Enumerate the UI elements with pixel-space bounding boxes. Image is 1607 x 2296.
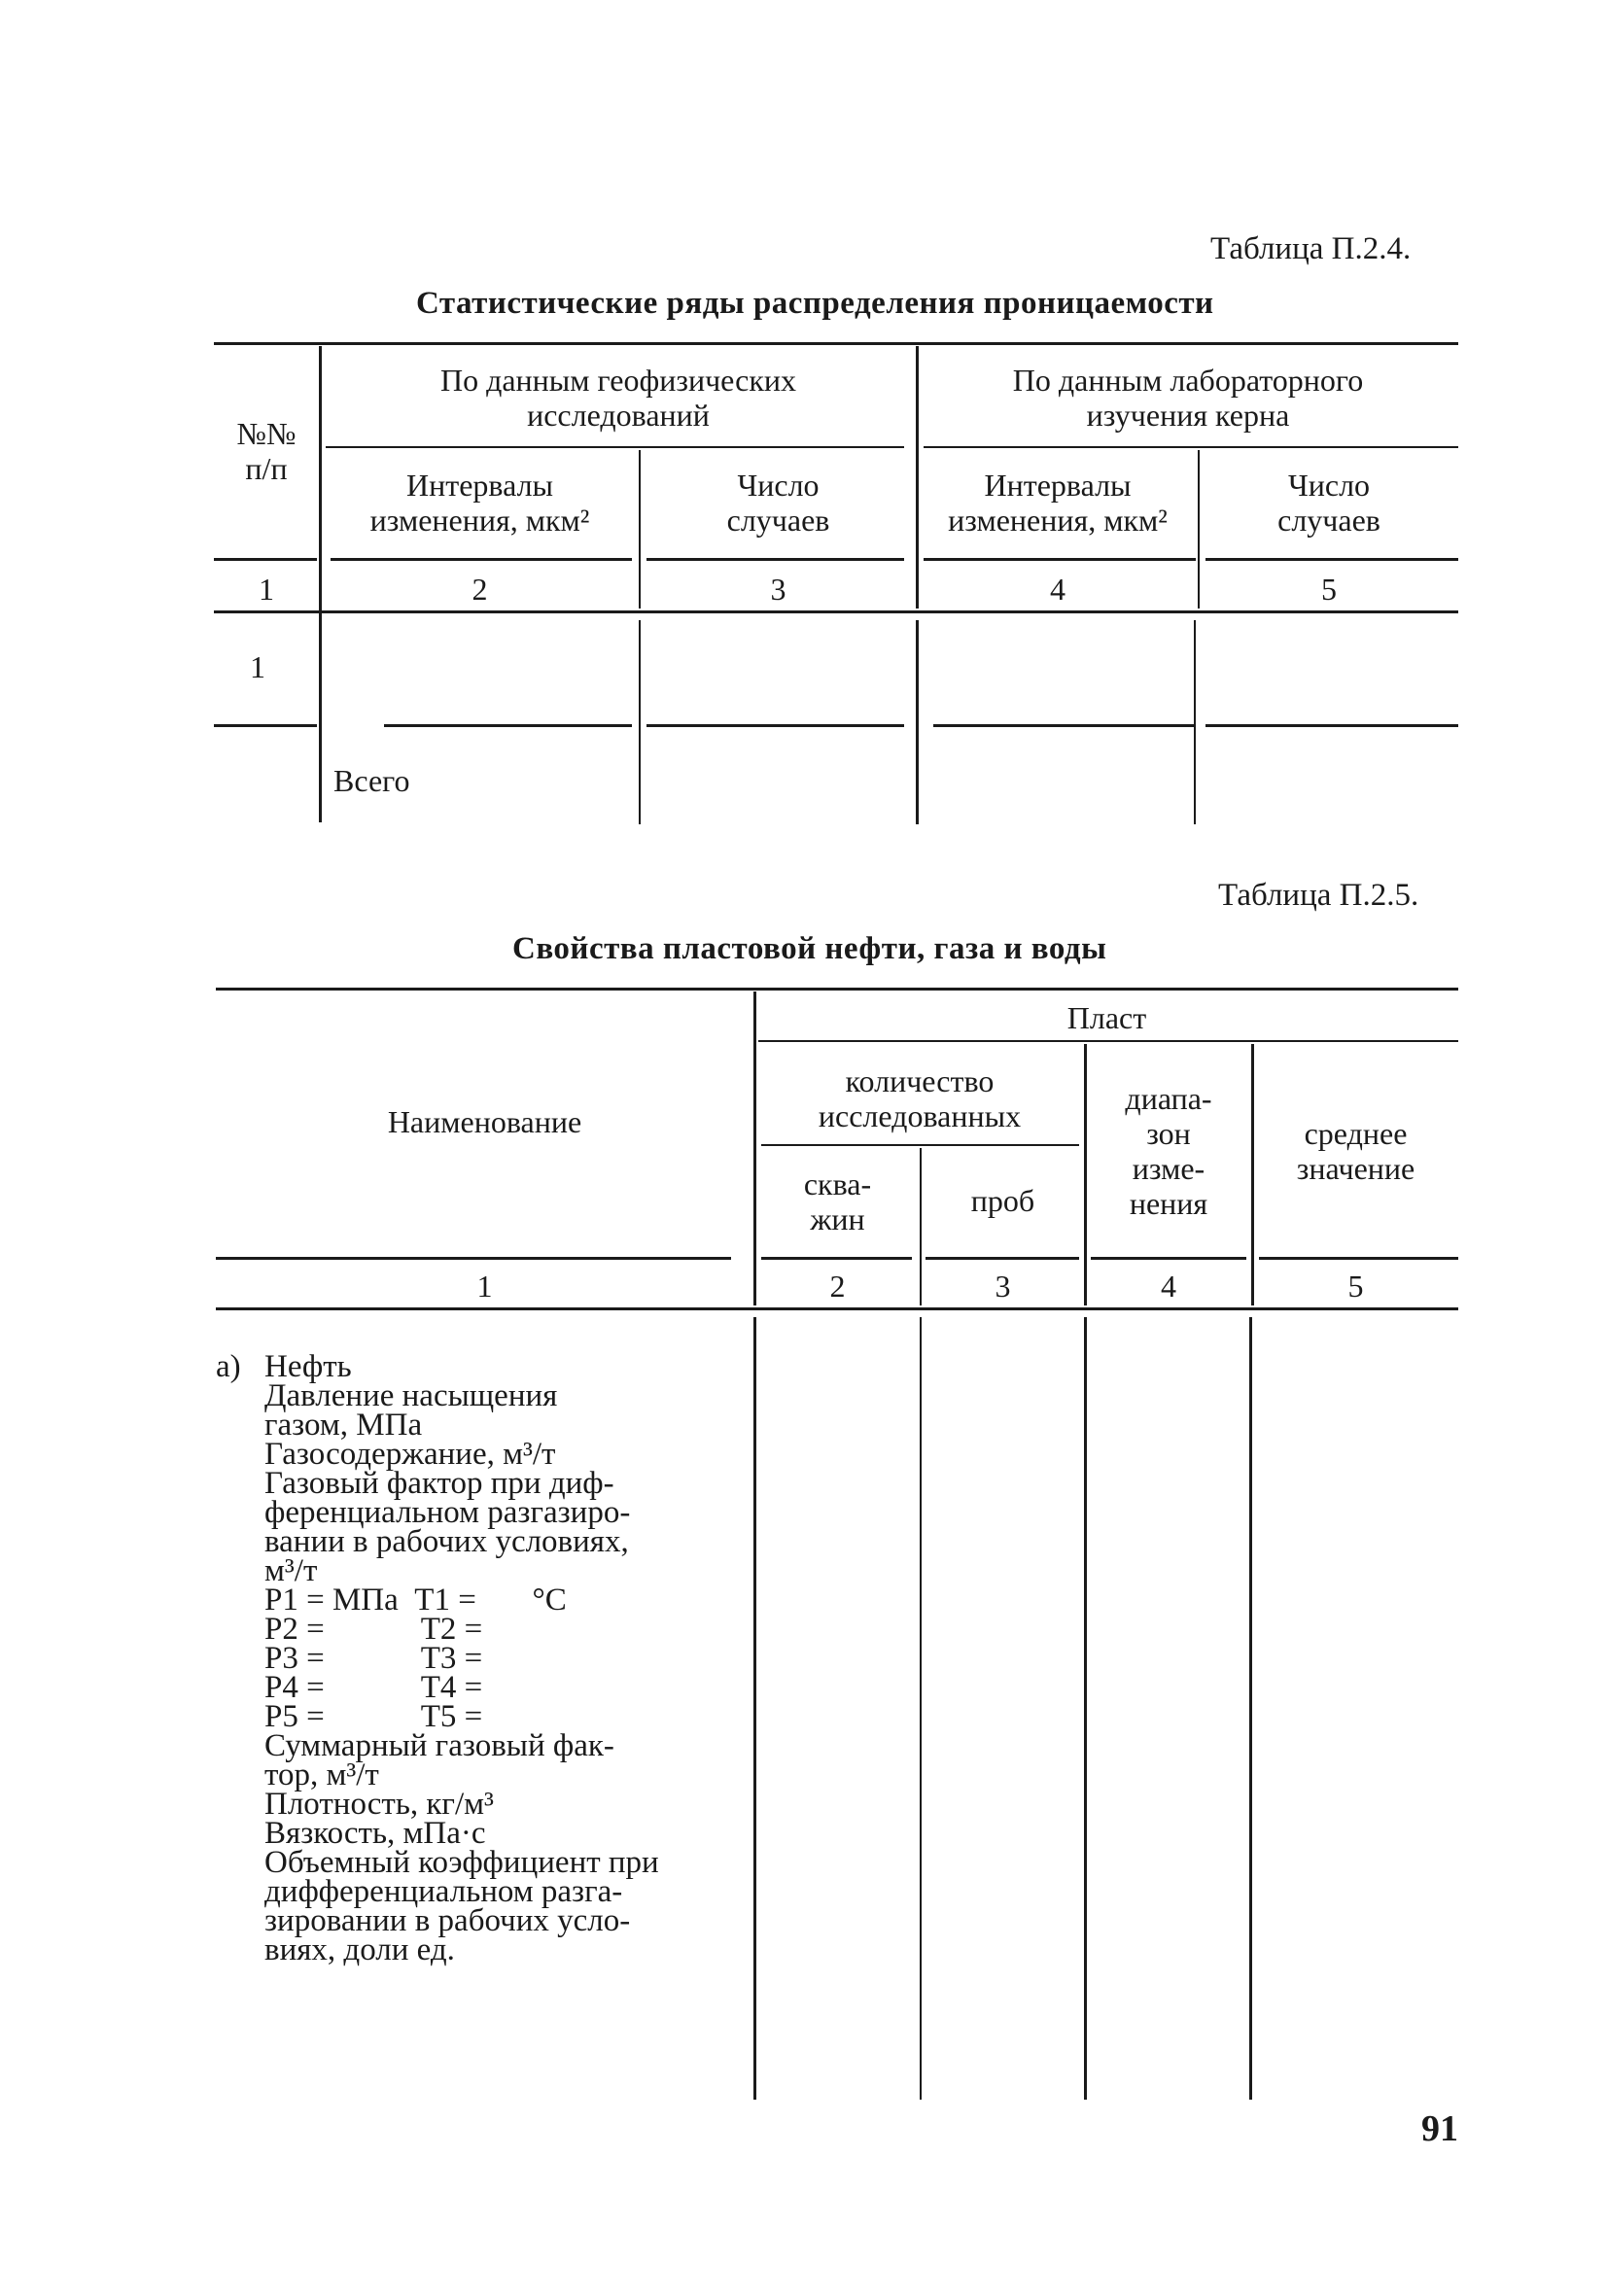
table-p24-cases-geo: Число случаев <box>726 468 830 538</box>
table-p25-vline-1 <box>753 991 756 1305</box>
table-p24-header-rule-num <box>214 558 317 561</box>
table-p24-numbers-rule <box>214 610 1458 613</box>
table-p25-col-number-1: 1 <box>476 1269 493 1304</box>
table-p25-mean-header: среднее значение <box>1296 1116 1415 1186</box>
table-p24-col-number-2: 2 <box>472 572 488 607</box>
table-p25-header-rule-wells <box>761 1257 912 1260</box>
table-p25-title: Свойства пластовой нефти, газа и воды <box>512 931 1107 966</box>
table-p25-row: Газосодержание, м³/т <box>264 1437 556 1472</box>
table-p24-title: Статистические ряды распределения проницаемости <box>416 286 1214 321</box>
table-p25-wells-header: сква- жин <box>803 1166 872 1236</box>
table-p25-col-number-3: 3 <box>995 1269 1011 1304</box>
table-p25-plast-rule <box>758 1040 1458 1042</box>
table-p25-plast-header: Пласт <box>1066 1000 1147 1035</box>
table-p25-row: газом, МПа <box>264 1408 423 1443</box>
table-p25-header-rule-mean <box>1259 1257 1458 1260</box>
table-p25-col-name-header: Наименование <box>387 1104 582 1139</box>
table-p25-header-rule-samples <box>926 1257 1079 1260</box>
table-p25-section-marker: а) <box>216 1349 241 1384</box>
table-p25-samples-header: проб <box>970 1183 1035 1218</box>
table-p25-row: Р4 = Т4 = <box>264 1670 483 1705</box>
table-p25-row: вании в рабочих условиях, <box>264 1524 629 1559</box>
table-p24-row-rule-geo <box>384 724 632 727</box>
table-p25-row: Р1 = МПа Т1 = °С <box>264 1583 567 1618</box>
table-p24-row-number: 1 <box>250 649 265 684</box>
table-p25-row: Плотность, кг/м³ <box>264 1787 494 1822</box>
table-p24-header-rule-cases-geo <box>646 558 904 561</box>
table-p25-row-list <box>264 1378 659 1967</box>
table-p24-col-number-1: 1 <box>259 572 274 607</box>
table-p24-row-rule-lab <box>933 724 1196 727</box>
table-p25-section-title: Нефть <box>264 1349 352 1384</box>
table-p25-count-rule <box>761 1144 1079 1146</box>
table-p24-group-rule-lab <box>924 446 1458 448</box>
table-p24-caption: Таблица П.2.4. <box>1210 231 1412 266</box>
table-p24-vline-2b <box>916 620 919 824</box>
table-p25-row: Р5 = Т5 = <box>264 1699 483 1734</box>
table-p24-intervals-lab: Интервалы изменения, мкм² <box>948 468 1168 538</box>
table-p24-top-rule <box>214 342 1458 345</box>
table-p25-caption: Таблица П.2.5. <box>1218 878 1419 913</box>
table-p25-header-rule-range <box>1091 1257 1246 1260</box>
table-p24-group-geo: По данным геофизических исследований <box>439 363 797 433</box>
table-p25-vline-2b <box>920 1317 922 2100</box>
table-p25-vline-3b <box>1084 1317 1087 2100</box>
table-p24-total-label: Всего <box>333 763 410 798</box>
table-p24-col-number-5: 5 <box>1321 572 1337 607</box>
table-p25-row: виях, доли ед. <box>264 1932 455 1967</box>
table-p24-vline-3b <box>639 620 641 824</box>
table-p24-intervals-geo: Интервалы изменения, мкм² <box>369 468 590 538</box>
table-p25-row: Объемный коэффициент при <box>264 1845 659 1880</box>
table-p24-row-rule-cases-lab <box>1205 724 1458 727</box>
table-p25-row: ференциальном разгазиро- <box>264 1495 631 1530</box>
table-p25-col-number-4: 4 <box>1161 1269 1176 1304</box>
table-p25-row: Суммарный газовый фак- <box>264 1728 614 1763</box>
table-p25-row: дифференциальном разга- <box>264 1874 623 1909</box>
table-p24-group-rule-geo <box>326 446 904 448</box>
table-p24-col-number-3: 3 <box>770 572 786 607</box>
table-p25-range-header: диапа- зон изме- нения <box>1125 1081 1212 1221</box>
table-p24-row-rule-cases-geo <box>646 724 904 727</box>
table-p25-count-header: количество исследованных <box>818 1063 1022 1133</box>
table-p25-row: Газовый фактор при диф- <box>264 1466 614 1501</box>
table-p25-row: Давление насыщения <box>264 1378 558 1413</box>
table-p25-row: зировании в рабочих усло- <box>264 1903 631 1938</box>
table-p24-header-rule-cases-lab <box>1205 558 1458 561</box>
table-p24-row-rule-num <box>214 724 317 727</box>
table-p24-header-rule-geo <box>331 558 632 561</box>
table-p25-vline-1b <box>753 1317 756 2100</box>
table-p25-top-rule <box>216 988 1458 991</box>
table-p25-row: тор, м³/т <box>264 1757 379 1792</box>
table-p25-numbers-rule <box>216 1307 1458 1310</box>
table-p25-vline-4b <box>1249 1317 1252 2100</box>
table-p25-col-number-5: 5 <box>1347 1269 1364 1304</box>
table-p25-col-number-2: 2 <box>829 1269 846 1304</box>
table-p24-col-number-4: 4 <box>1050 572 1066 607</box>
table-p24-group-lab: По данным лабораторного изучения керна <box>1012 363 1364 433</box>
table-p24-header-rule-lab <box>924 558 1196 561</box>
table-p25-row: м³/т <box>264 1553 318 1588</box>
table-p24-vline-4b <box>1194 620 1196 824</box>
table-p25-header-rule-name <box>216 1257 731 1260</box>
table-p24-col-num-header: №№ п/п <box>236 416 297 486</box>
table-p25-row: Р3 = Т3 = <box>264 1641 483 1676</box>
table-p25-row: Вязкость, мПа·с <box>264 1816 486 1851</box>
table-p25-row: Р2 = Т2 = <box>264 1612 483 1647</box>
page-number: 91 <box>1421 2108 1458 2149</box>
table-p24-cases-lab: Число случаев <box>1277 468 1380 538</box>
